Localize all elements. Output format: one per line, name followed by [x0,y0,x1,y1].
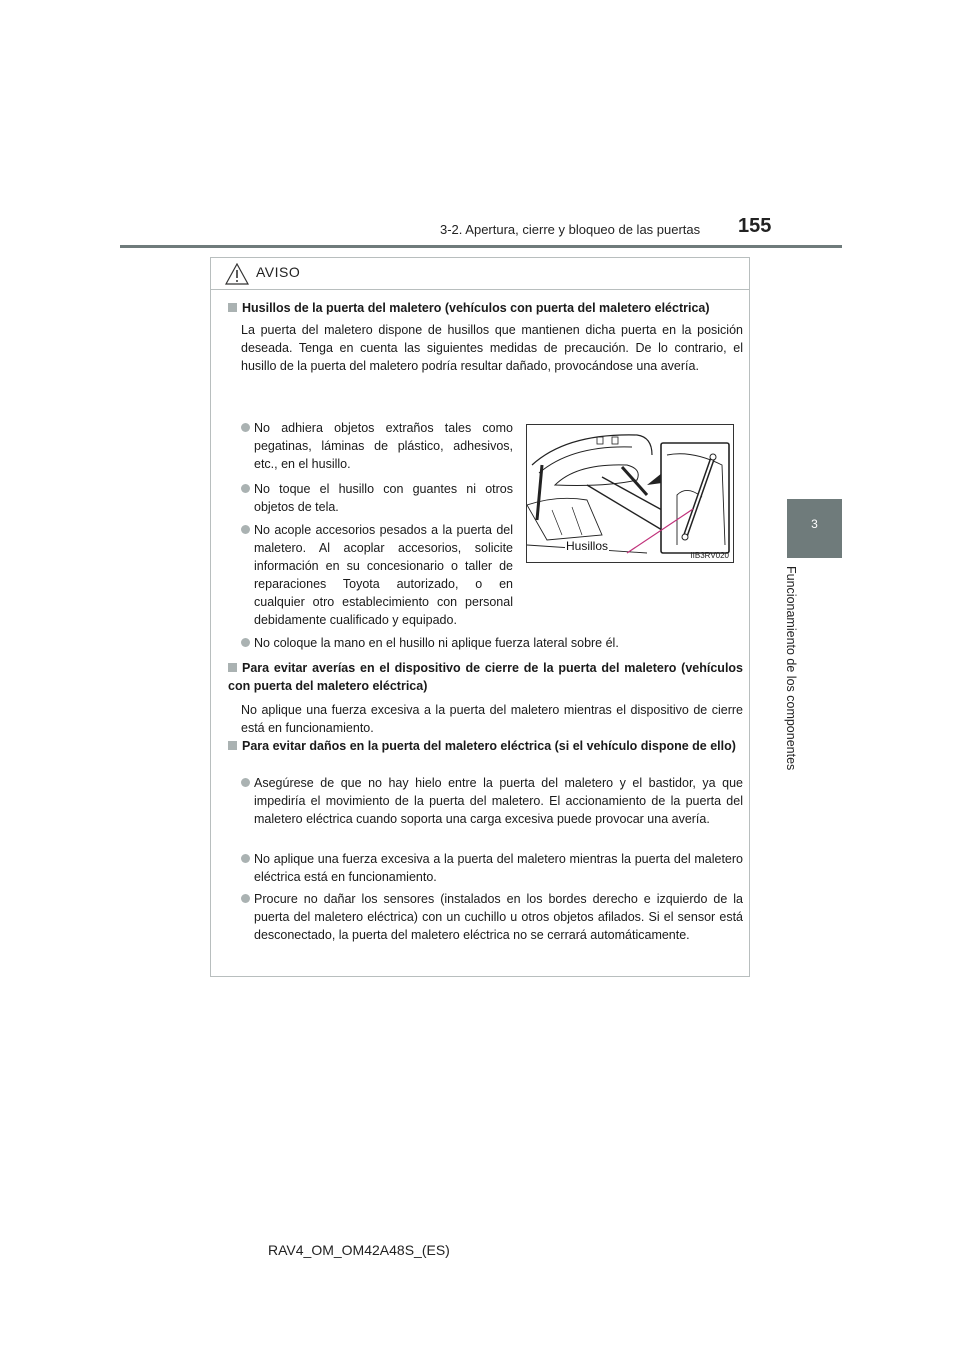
document-code: RAV4_OM_OM42A48S_(ES) [268,1242,450,1258]
warning-box [210,257,750,977]
warning-title: AVISO [256,264,301,280]
warning-header [211,258,749,290]
section-paragraph: No aplique una fuerza excesiva a la puerta del maletero mientras el dispositivo de cierre está en funcionamiento. [241,703,743,735]
section-title: 3-2. Apertura, cierre y bloqueo de las puertas [440,222,701,237]
list-item: No toque el husillo con guantes ni otros objetos de tela. [241,480,513,516]
square-bullet-icon [228,303,237,312]
list-item: Procure no dañar los sensores (instalados en los bordes derecho e izquierdo de la puerta del maletero eléctrica) con un cuchillo u otros objetos afilados. Si el sensor está desconectado, la puerta del maletero eléctrica no se cerrará automáticamente. [241,890,743,944]
section-heading: Para evitar daños en la puerta del maletero eléctrica (si el vehículo dispone de ello) [228,737,743,755]
bullet-dot-icon [241,484,250,493]
warning-triangle-icon [225,263,249,285]
header-divider [120,245,842,248]
tailgate-struts-figure [526,424,734,563]
square-bullet-icon [228,741,237,750]
list-item: No aplique una fuerza excesiva a la puerta del maletero mientras la puerta del maletero eléctrica está en funcionamiento. [241,850,743,886]
tailgate-struts-illustration-icon [527,425,733,562]
bullet-dot-icon [241,423,250,432]
bullet-dot-icon [241,854,250,863]
chapter-tab [787,499,842,558]
bullet-dot-icon [241,894,250,903]
bullet-dot-icon [241,525,250,534]
square-bullet-icon [228,663,237,672]
list-item: No acople accesorios pesados a la puerta del maletero. Al acoplar accesorios, solicite información en su concesionario o taller de reparaciones Toyota autorizado, o en cualquier otro establecimiento con personal debidamente cualificado y equipado. [241,521,513,629]
list-item: Asegúrese de que no hay hielo entre la puerta del maletero y el bastidor, ya que impediría el movimiento de la puerta del maletero. El accionamiento de la puerta del maletero eléctrica cuando soporta una carga excesiva puede provocar una avería. [241,774,743,828]
chapter-title: Funcionamiento de los componentes [784,566,798,771]
list-item: No coloque la mano en el husillo ni aplique fuerza lateral sobre él. [241,634,743,652]
chapter-title-wrap [784,566,808,778]
figure-label: Husillos [566,539,609,553]
list-item: No adhiera objetos extraños tales como pegatinas, láminas de plástico, adhesivos, etc., en el husillo. [241,419,513,473]
page-number: 155 [738,215,772,237]
section-heading: Para evitar averías en el dispositivo de cierre de la puerta del maletero (vehículos con puerta del maletero eléctrica) [228,661,743,693]
section-heading: Husillos de la puerta del maletero (vehículos con puerta del maletero eléctrica) [228,299,743,317]
section-paragraph: La puerta del maletero dispone de husillos que mantienen dicha puerta en la posición deseada. Tenga en cuenta las siguientes medidas de precaución. De lo contrario, el husillo de la puerta del maletero podría resultar dañado, provocándose una avería. [241,323,743,373]
chapter-number: 3 [811,517,818,531]
bullet-dot-icon [241,778,250,787]
bullet-dot-icon [241,638,250,647]
figure-code: IIB3RV020 [690,551,729,560]
